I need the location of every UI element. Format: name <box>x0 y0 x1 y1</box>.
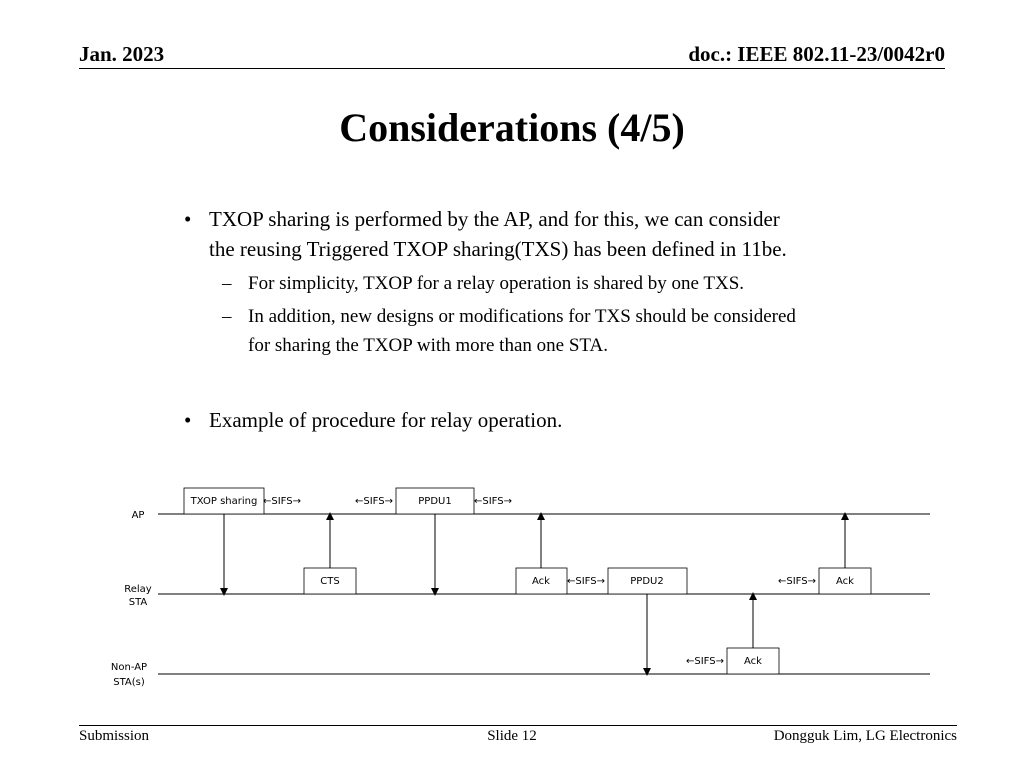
row-label-relay-line-1: Relay <box>124 584 152 595</box>
sifs-label: ←SIFS→ <box>778 576 816 587</box>
sifs-label: ←SIFS→ <box>474 496 512 507</box>
sub-bullet-text-line-2: for sharing the TXOP with more than one STA. <box>248 335 608 356</box>
header-divider <box>79 68 945 69</box>
dash-marker: – <box>222 273 232 294</box>
frame-cts <box>304 568 356 594</box>
frame-label: PPDU1 <box>418 496 452 507</box>
frame-txop-sharing <box>184 488 264 514</box>
sub-bullet-text-line-1: In addition, new designs or modifications for TXS should be considered <box>248 306 796 327</box>
frame-label: PPDU2 <box>630 576 664 587</box>
row-label-relay-line-2: STA <box>128 597 148 608</box>
frame-ack-relay-2 <box>819 568 871 594</box>
bullet-text-line-1: TXOP sharing is performed by the AP, and for this, we can consider <box>209 207 780 231</box>
slide-title: Considerations (4/5) <box>339 105 685 150</box>
frame-ppdu1 <box>396 488 474 514</box>
frame-label: TXOP sharing <box>190 496 258 507</box>
sifs-label: ←SIFS→ <box>567 576 605 587</box>
frame-ack-nonap <box>727 648 779 674</box>
sifs-label: ←SIFS→ <box>686 656 724 667</box>
footer-submission: Submission <box>79 728 150 744</box>
frame-ack-relay-1 <box>516 568 567 594</box>
dash-marker: – <box>222 306 232 327</box>
header-date: Jan. 2023 <box>79 42 165 66</box>
bullet-marker: • <box>184 207 192 231</box>
row-label-nonap-line-1: Non-AP <box>110 662 148 673</box>
row-label-ap: AP <box>131 510 145 521</box>
frame-label: Ack <box>532 576 550 587</box>
header-doc-id: doc.: IEEE 802.11-23/0042r0 <box>688 42 945 66</box>
frame-label: Ack <box>744 656 762 667</box>
footer-slide-number: Slide 12 <box>487 728 537 744</box>
frame-label: Ack <box>836 576 854 587</box>
sifs-label: ←SIFS→ <box>355 496 393 507</box>
frame-ppdu2 <box>608 568 687 594</box>
sub-bullet-text: For simplicity, TXOP for a relay operation is shared by one TXS. <box>248 273 745 294</box>
footer-author: Dongguk Lim, LG Electronics <box>773 728 957 744</box>
bullet-text-line-2: the reusing Triggered TXOP sharing(TXS) has been defined in 11be. <box>209 237 787 261</box>
relay-procedure-diagram <box>0 470 1024 700</box>
bullet-marker: • <box>184 408 192 432</box>
sifs-label: ←SIFS→ <box>263 496 301 507</box>
frame-label: CTS <box>320 576 340 587</box>
bullet-text: Example of procedure for relay operation. <box>209 408 563 432</box>
row-label-nonap-line-2: STA(s) <box>113 677 145 688</box>
footer-divider <box>79 725 957 726</box>
